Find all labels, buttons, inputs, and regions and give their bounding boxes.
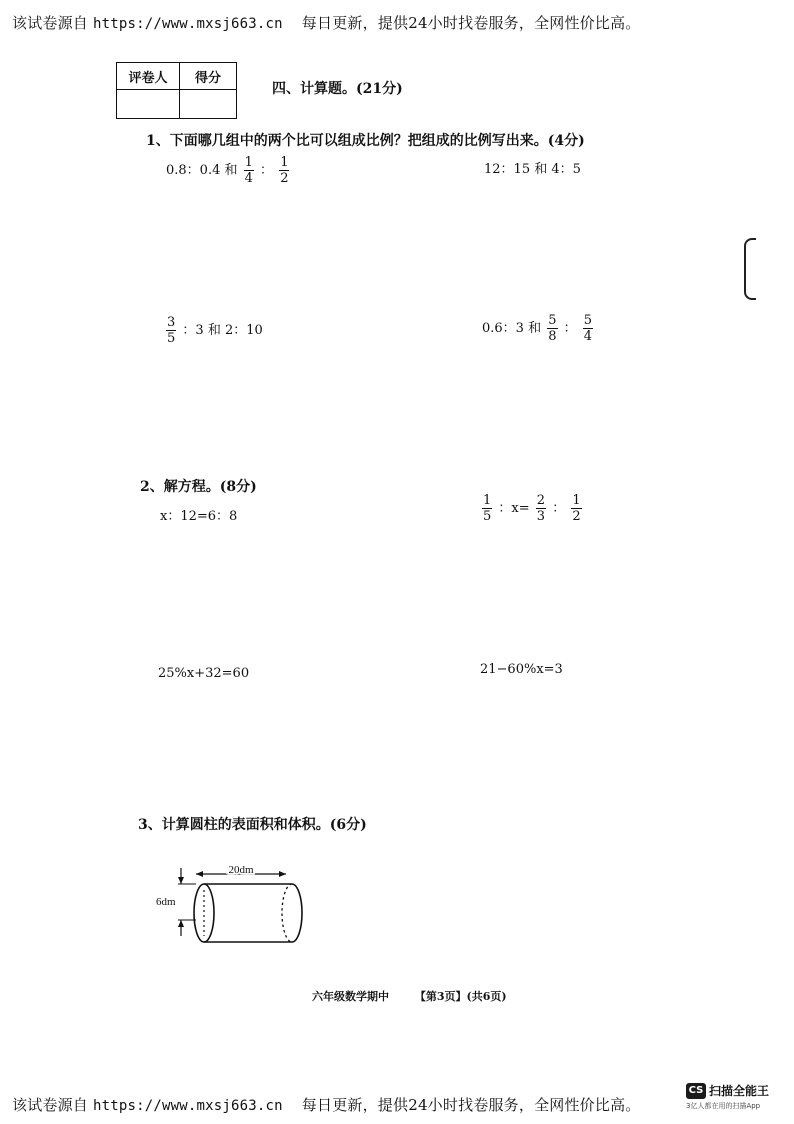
section-title: 四、计算题。(21分) (272, 81, 403, 97)
q1-item-d: 0.6：3 和 $\frac{5}{8}$ ： $\frac{5}{4}$ (482, 313, 593, 344)
q3-prompt: 3、计算圆柱的表面积和体积。(6分) (138, 817, 367, 833)
bottom-source-url[interactable]: https://www.mxsj663.cn (92, 1098, 283, 1114)
score-table-score-cell (180, 90, 237, 119)
q2-item-d: 21−60%x=3 (480, 662, 563, 677)
brand-name: 扫描全能王 (709, 1084, 770, 1098)
camscanner-logo-icon: CS (686, 1083, 706, 1099)
top-source-line (12, 12, 641, 33)
q1-item-c (164, 316, 263, 345)
q2-item-b-fraction-2: $\frac{2}{3}$ (536, 493, 546, 524)
top-source-prefix: 该试卷源自 (12, 14, 89, 32)
scanner-brand (686, 1080, 786, 1111)
q1-item-c-suffix: ：3 和 2：10 (182, 323, 263, 338)
score-table-header-grader: 评卷人 (117, 63, 180, 90)
q1-item-a-fraction-1: $\frac{1}{4}$ (244, 155, 253, 186)
q1-item-d-fraction-1: $\frac{5}{8}$ (548, 313, 557, 344)
q1-prompt: 1、下面哪几组中的两个比可以组成比例？把组成的比例写出来。(4分) (146, 133, 585, 149)
q1-item-b: 12：15 和 4：5 (484, 162, 581, 177)
q1-item-c-fraction: $\frac{3}{5}$ (167, 315, 176, 346)
cylinder-right-face-visible (292, 884, 302, 942)
q2-item-c: 25%x+32=60 (158, 666, 250, 681)
page-footer-grade: 六年级数学期中 (312, 990, 389, 1003)
bottom-source-line (12, 1094, 641, 1115)
bottom-source-notice: 每日更新，提供24小时找卷服务，全网性价比高。 (301, 1096, 641, 1114)
diameter-arrow-bottom (178, 920, 184, 927)
q1-item-d-fraction-2: $\frac{5}{4}$ (583, 313, 593, 344)
page-footer-page-number: 【第3页】(共6页) (414, 990, 507, 1003)
score-table (116, 62, 237, 119)
top-source-notice: 每日更新，提供24小时找卷服务，全网性价比高。 (301, 14, 641, 32)
q1-item-a-fraction-2: $\frac{1}{2}$ (280, 155, 289, 186)
q1-item-a: 0.8：0.4 和 $\frac{1}{4}$ ： $\frac{1}{2}$ (166, 155, 289, 186)
q2-prompt: 2、解方程。(8分) (140, 479, 257, 495)
q1-item-d-prefix: 0.6：3 和 (482, 321, 542, 336)
q2-item-b-fraction-1: $\frac{1}{5}$ (483, 493, 492, 524)
brand-tagline: 3亿人都在用的扫描App (686, 1102, 761, 1110)
diameter-label: 6dm (156, 896, 176, 908)
top-source-url[interactable]: https://www.mxsj663.cn (92, 16, 283, 32)
diameter-arrow-top (178, 877, 184, 884)
length-arrow-right (279, 871, 286, 877)
cylinder-diagram (150, 860, 320, 950)
cylinder-left-face (194, 884, 214, 942)
score-table-header-score: 得分 (180, 63, 237, 90)
q2-item-a: x：12=6：8 (160, 509, 238, 524)
q2-item-b-mid: ：x= (498, 501, 530, 516)
margin-bracket (744, 238, 756, 300)
length-arrow-left (196, 871, 203, 877)
q1-item-a-prefix: 0.8：0.4 和 (166, 163, 238, 178)
cylinder-right-face-hidden (282, 884, 292, 942)
score-table-grader-cell (117, 90, 180, 119)
q2-item-b: $\frac{1}{5}$ ：x= $\frac{2}{3}$ ： $\frac{1}{2}$ (483, 493, 581, 524)
length-label: 20dm (228, 864, 254, 876)
bottom-source-prefix: 该试卷源自 (12, 1096, 89, 1114)
page-footer (312, 988, 507, 1004)
q2-item-b-fraction-3: $\frac{1}{2}$ (572, 493, 581, 524)
